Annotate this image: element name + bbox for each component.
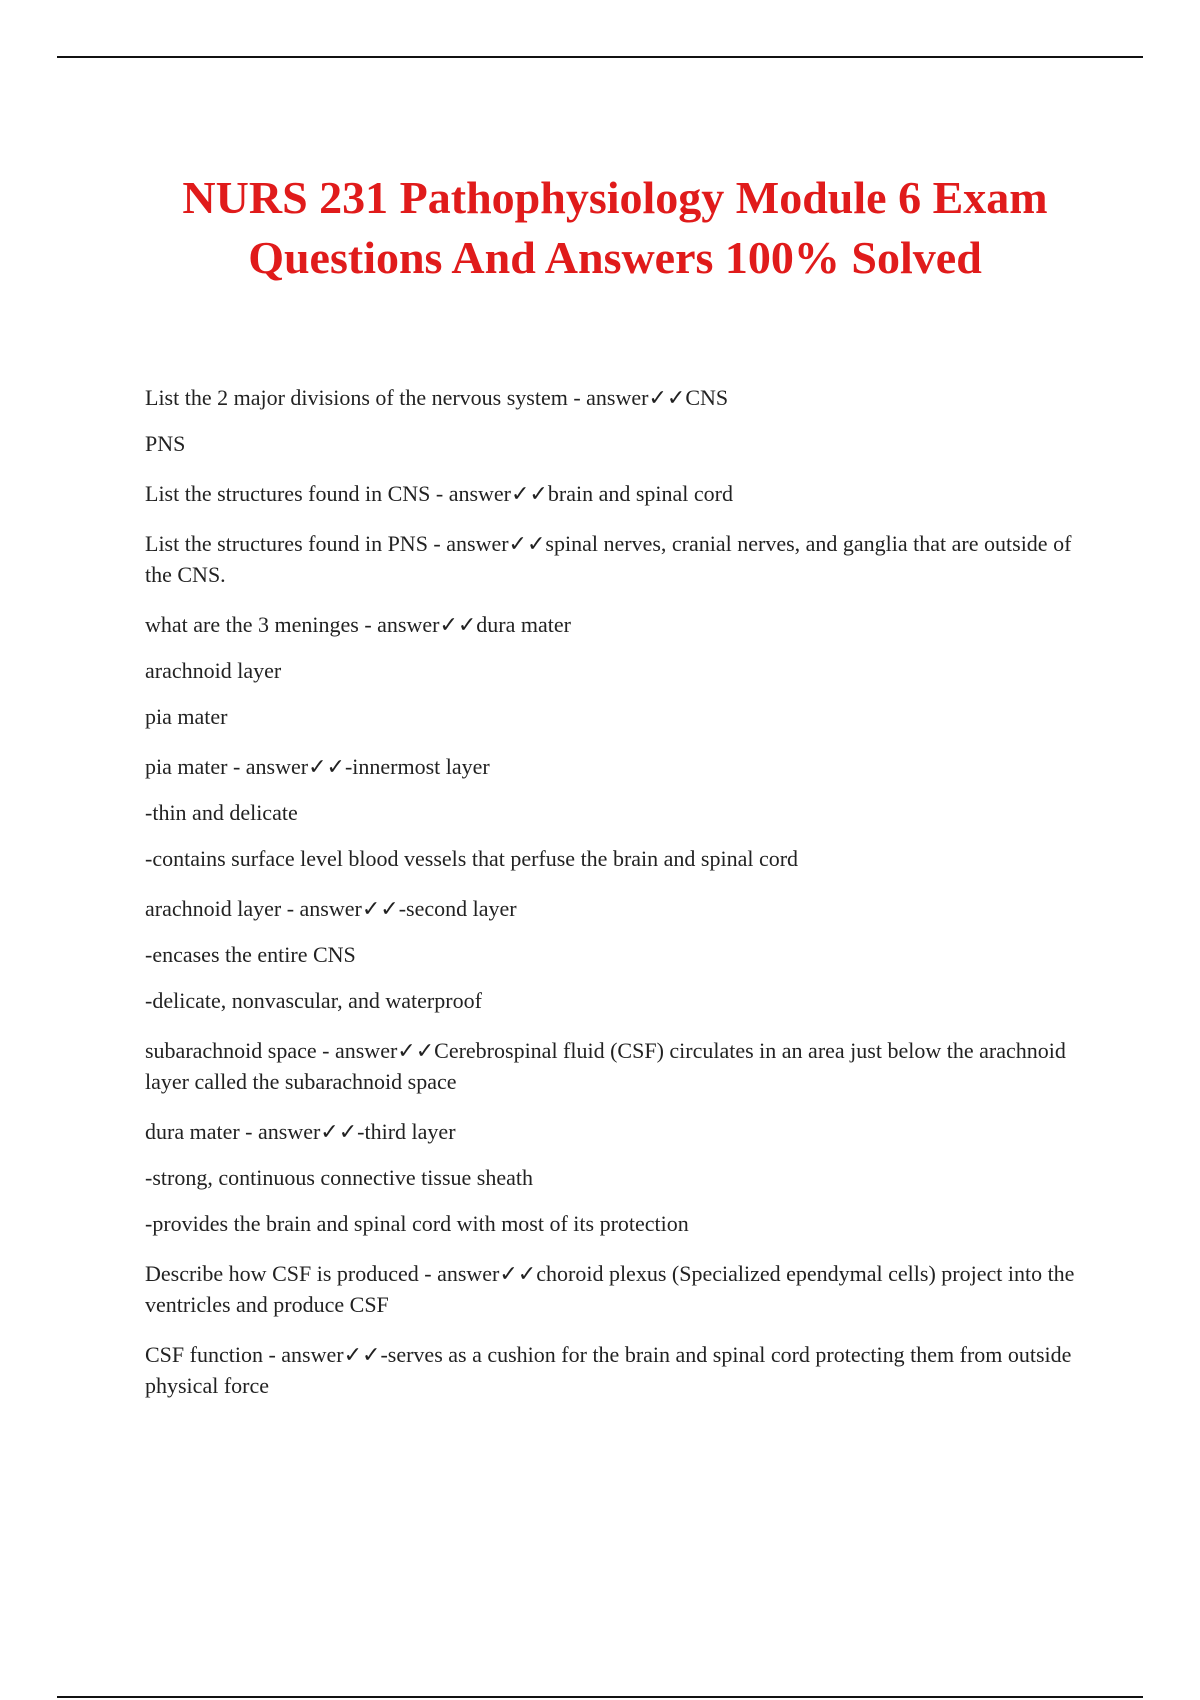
qa-line: -delicate, nonvascular, and waterproof — [145, 988, 482, 1013]
qa-line: PNS — [145, 431, 186, 456]
qa-line: -thin and delicate — [145, 800, 298, 825]
qa-line: -encases the entire CNS — [145, 942, 356, 967]
qa-line: Describe how CSF is produced - answer✓✓choroid plexus (Specialized ependymal cells) project into the ventricles and produce CSF — [145, 1261, 1075, 1317]
qa-line: pia mater - answer✓✓-innermost layer — [145, 754, 490, 779]
qa-line: -provides the brain and spinal cord with most of its protection — [145, 1211, 689, 1236]
qa-line: dura mater - answer✓✓-third layer — [145, 1119, 456, 1144]
qa-line: pia mater — [145, 704, 228, 729]
qa-line: List the 2 major divisions of the nervous system - answer✓✓CNS — [145, 385, 729, 410]
qa-line: arachnoid layer — [145, 658, 282, 683]
qa-line: arachnoid layer - answer✓✓-second layer — [145, 896, 517, 921]
qa-line: List the structures found in CNS - answer✓✓brain and spinal cord — [145, 481, 733, 506]
document-title: NURS 231 Pathophysiology Module 6 Exam Questions And Answers 100% Solved — [182, 172, 1048, 283]
qa-line: -contains surface level blood vessels that perfuse the brain and spinal cord — [145, 846, 799, 871]
qa-line: subarachnoid space - answer✓✓Cerebrospinal fluid (CSF) circulates in an area just below the arachnoid layer called the subarachnoid space — [145, 1038, 1066, 1094]
qa-line: List the structures found in PNS - answer✓✓spinal nerves, cranial nerves, and ganglia that are outside of the CNS. — [145, 531, 1072, 587]
top-rule — [57, 56, 1143, 58]
qa-line: what are the 3 meninges - answer✓✓dura mater — [145, 612, 571, 637]
qa-line: -strong, continuous connective tissue sheath — [145, 1165, 533, 1190]
qa-list — [145, 382, 1100, 1401]
qa-line: CSF function - answer✓✓-serves as a cushion for the brain and spinal cord protecting them from outside physical force — [145, 1342, 1072, 1398]
bottom-rule — [57, 1696, 1143, 1698]
